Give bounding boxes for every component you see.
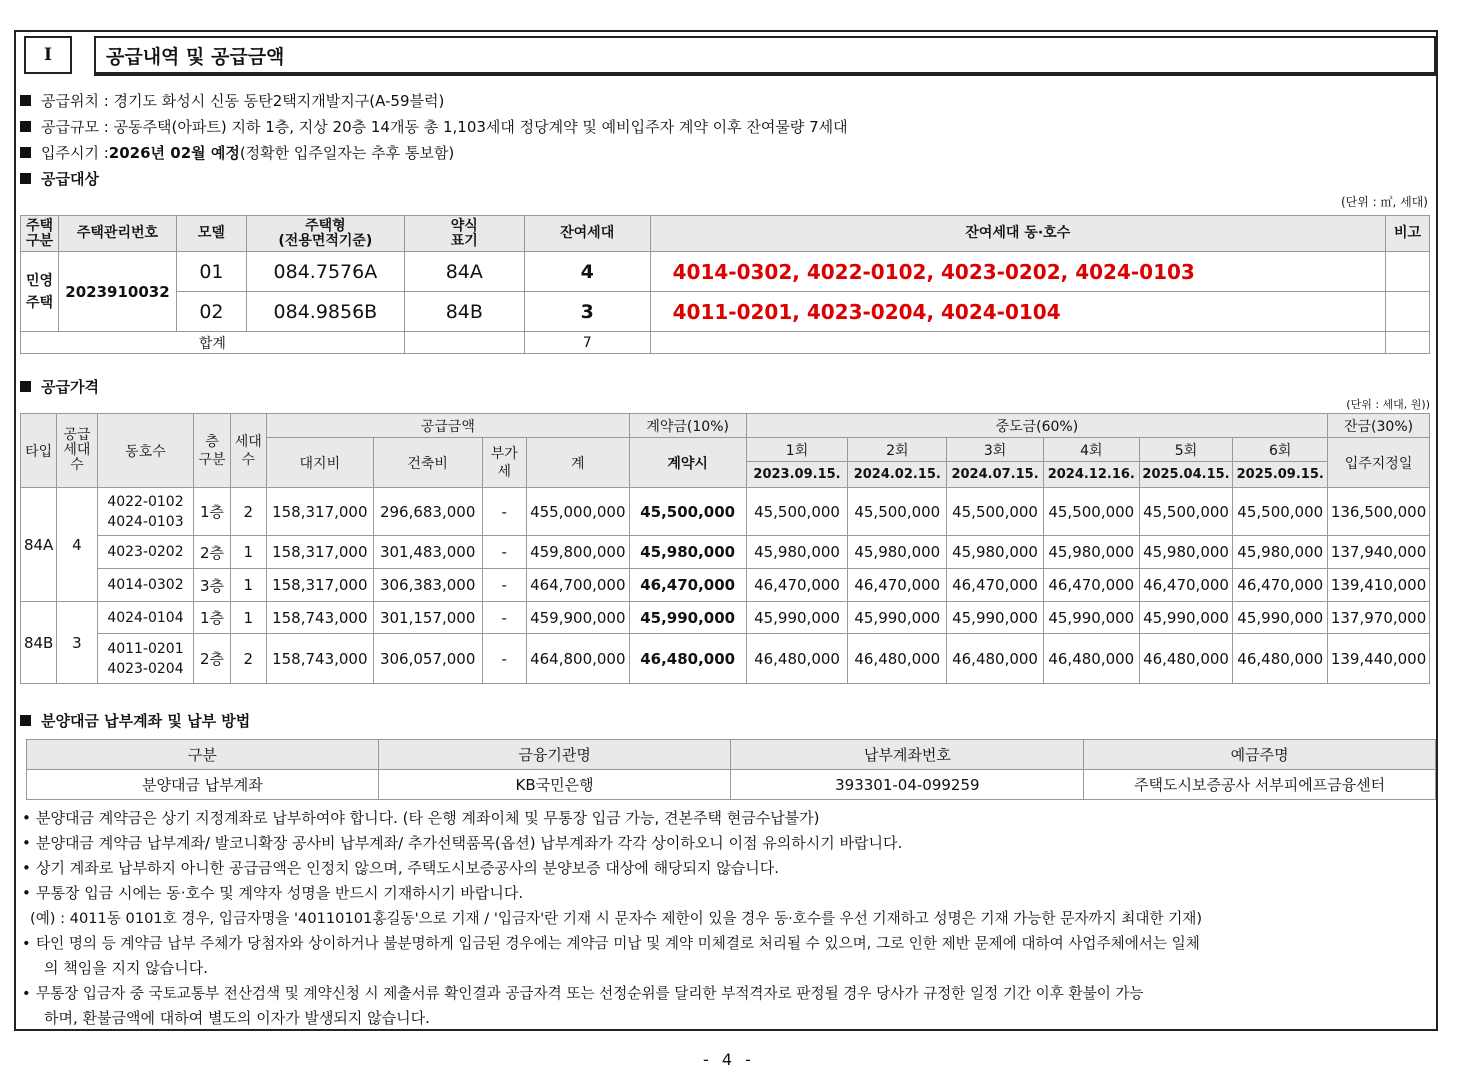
table-header-row: 구분 금융기관명 납부계좌번호 예금주명 [27, 740, 1436, 770]
section-title: 공급내역 및 공급금액 [94, 36, 1436, 76]
col-note: 비고 [1385, 216, 1429, 252]
supply-cell: 3 [57, 602, 97, 684]
col-kind: 주택 구분 [21, 216, 59, 252]
note-cell [1385, 292, 1429, 332]
dong-cell: 4022-0102 4024-0103 [97, 488, 194, 536]
list-item: 의 책임을 지지 않습니다. [44, 959, 208, 977]
col-remain: 잔여세대 [524, 216, 650, 252]
table-header-row: 2023.09.15. 2024.02.15. 2024.07.15. 2024.12.16. 2025.04.15. 2025.09.15. [21, 462, 1430, 488]
supply-price-table [20, 413, 1430, 684]
col-type: 주택형 (전용면적기준) [246, 216, 404, 252]
unit-label-2: (단위 : 세대, 원)) [1346, 398, 1430, 411]
table-row: 분양대금 납부계좌 KB국민은행 393301-04-099259 주택도시보증공사 서부피에프금융센터 [27, 770, 1436, 800]
section-header [24, 36, 1436, 78]
list-item: • 상기 계좌로 납부하지 아니한 공급금액은 인정치 않으며, 주택도시보증공사의 분양보증 대상에 해당되지 않습니다. [22, 859, 780, 877]
page-number: - 4 - [703, 1050, 755, 1069]
model-cell: 02 [176, 292, 246, 332]
supply-cell: 4 [57, 488, 97, 602]
location-text: 공급위치 : 경기도 화성시 신동 동탄2택지개발지구(A-59블럭) [41, 92, 445, 110]
col-model: 모델 [176, 216, 246, 252]
mgmt-no-cell: 2023910032 [58, 252, 176, 332]
move-in-label: 입주시기 : [41, 144, 109, 162]
table-row: 4023-0202 2층 1 158,317,000 301,483,000 - 459,800,000 45,980,000 45,980,000 45,980,000 45,980,000 45,980,000 45,980,000 45,980,000 137,940,000 [21, 536, 1430, 569]
supply-target-table [20, 215, 1430, 354]
table-row: 84B 3 4024-0104 1층 1 158,743,000 301,157,000 - 459,900,000 45,990,000 45,990,000 45,990,000 45,990,000 45,990,000 45,990,000 45,990,000 137,970,000 [21, 602, 1430, 634]
unit-label-1: (단위 : ㎡, 세대) [1340, 195, 1428, 209]
table-row: 4011-0201 4023-0204 2층 2 158,743,000 306,057,000 - 464,800,000 46,480,000 46,480,000 46,480,000 46,480,000 46,480,000 46,480,000 46,480,000 139,440,000 [21, 634, 1430, 684]
col-balance: 잔금(30%) [1328, 414, 1430, 438]
bullet-square-icon [20, 173, 31, 184]
list-item: • 분양대금 계약금은 상기 지정계좌로 납부하여야 합니다. (타 은행 계좌이체 및 무통장 입금 가능, 견본주택 현금수납불가) [22, 809, 820, 827]
bullet-square-icon [20, 95, 31, 106]
list-item: • 분양대금 계약금 납부계좌/ 발코니확장 공사비 납부계좌/ 추가선택품목(옵션) 납부계좌가 각각 상이하오니 이점 유의하시기 바랍니다. [22, 834, 903, 852]
table-header-row: 대지비 건축비 부가 세 계 계약시 1회 2회 3회 4회 5회 6회 입주지정일 [21, 438, 1430, 462]
col-supply: 공급 세대 수 [57, 414, 97, 488]
type-cell: 84A [21, 488, 57, 602]
col-type: 타입 [21, 414, 57, 488]
info-price-heading: 공급가격 [20, 376, 99, 397]
info-target-heading: 공급대상 [20, 168, 99, 189]
bullet-square-icon [20, 715, 31, 726]
list-item: • 무통장 입금 시에는 동·호수 및 계약자 성명을 반드시 기재하시기 바랍니다. [22, 884, 524, 902]
units-cell: 4014-0302, 4022-0102, 4023-0202, 4024-0103 [650, 252, 1385, 292]
col-amount: 공급금액 [266, 414, 629, 438]
type-cell: 084.9856B [246, 292, 404, 332]
col-short: 약식 표기 [404, 216, 524, 252]
col-mgmt-no: 주택관리번호 [58, 216, 176, 252]
table-row [21, 292, 1430, 332]
total-label: 합계 [21, 332, 405, 354]
list-item: 하며, 환불금액에 대하여 별도의 이자가 발생되지 않습니다. [44, 1009, 430, 1027]
table-header-row [21, 216, 1430, 252]
list-item: • 무통장 입금자 중 국토교통부 전산검색 및 계약신청 시 제출서류 확인결과 공급자격 또는 선정순위를 달리한 부적격자로 판정될 경우 당사가 규정한 일정 기간 이후 환불이 가능 [22, 985, 1144, 1002]
total-row [21, 332, 1430, 354]
col-mid: 중도금(60%) [746, 414, 1327, 438]
type-cell: 84B [21, 602, 57, 684]
remain-cell: 3 [524, 292, 650, 332]
bullet-square-icon [20, 147, 31, 158]
kind-cell: 민영 주택 [21, 252, 59, 332]
col-units: 잔여세대 동·호수 [650, 216, 1385, 252]
type-cell: 084.7576A [246, 252, 404, 292]
notes-list [22, 806, 1432, 1031]
remain-cell: 4 [524, 252, 650, 292]
table-row [21, 252, 1430, 292]
move-in-note: (정확한 입주일자는 추후 통보함) [239, 144, 455, 162]
bullet-square-icon [20, 121, 31, 132]
units-cell: 4011-0201, 4023-0204, 4024-0104 [650, 292, 1385, 332]
info-move-in [20, 142, 454, 163]
bullet-square-icon [20, 381, 31, 392]
col-dong: 동호수 [97, 414, 194, 488]
col-hh: 세대 수 [230, 414, 266, 488]
table-row: 4014-0302 3층 1 158,317,000 306,383,000 - 464,700,000 46,470,000 46,470,000 46,470,000 46,470,000 46,470,000 46,470,000 46,470,000 139,410,000 [21, 569, 1430, 602]
col-deposit: 계약금(10%) [629, 414, 746, 438]
list-item: • 타인 명의 등 계약금 납부 주체가 당첨자와 상이하거나 불분명하게 입금된 경우에는 계약금 미납 및 계약 미체결로 처리될 수 있으며, 그로 인한 제반 문제에 대하여 사업주체에서는 일체 [22, 935, 1200, 952]
note-cell [1385, 252, 1429, 292]
total-value: 7 [524, 332, 650, 354]
move-in-date: 2026년 02월 예정 [108, 144, 240, 162]
account-table [26, 739, 1436, 800]
table-header-row [21, 414, 1430, 438]
col-floor: 층 구분 [194, 414, 230, 488]
scale-text: 공급규모 : 공동주택(아파트) 지하 1층, 지상 20층 14개동 총 1,103세대 정당계약 및 예비입주자 계약 이후 잔여물량 7세대 [41, 118, 848, 136]
short-cell: 84B [404, 292, 524, 332]
short-cell: 84A [404, 252, 524, 292]
model-cell: 01 [176, 252, 246, 292]
info-location [20, 90, 444, 111]
info-account-heading: 분양대금 납부계좌 및 납부 방법 [20, 710, 250, 731]
info-scale [20, 116, 848, 137]
list-item: (예) : 4011동 0101호 경우, 입금자명을 '40110101홍길동'으로 기재 / '입금자'란 기재 시 문자수 제한이 있을 경우 동·호수를 우선 기재하고 성명은 기재 가능한 문자까지 최대한 기재) [30, 910, 1203, 927]
section-number: I [24, 36, 72, 74]
table-row: 84A 4 4022-0102 4024-0103 1층 2 158,317,000 296,683,000 - 455,000,000 45,500,000 45,500,000 45,500,000 45,500,000 45,500,000 45,500,000 45,500,000 136,500,000 [21, 488, 1430, 536]
